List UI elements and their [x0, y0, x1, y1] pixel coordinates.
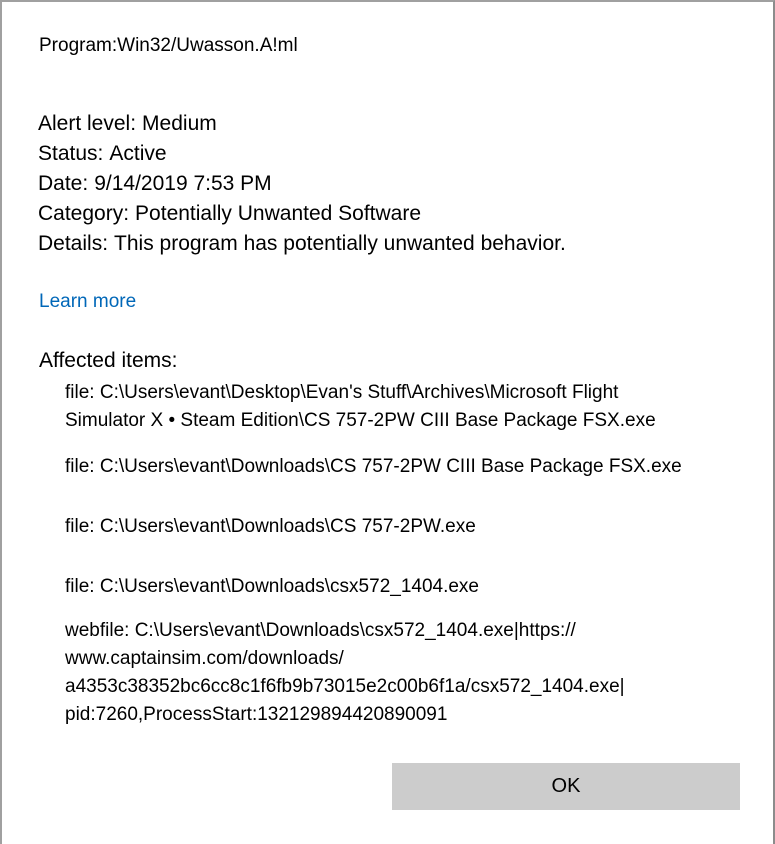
category-row — [38, 199, 566, 229]
affected-item: file: C:\Users\evant\Downloads\CS 757-2PW.exe — [65, 516, 476, 537]
category-value: Potentially Unwanted Software — [135, 202, 422, 225]
status-row — [38, 139, 566, 169]
details-value: This program has potentially unwanted behavior. — [114, 232, 566, 255]
alert-level-label: Alert level: — [38, 112, 137, 135]
status-label: Status: — [38, 142, 104, 165]
date-value: 9/14/2019 7:53 PM — [94, 172, 272, 195]
alert-level-value: Medium — [142, 112, 217, 135]
threat-properties — [38, 109, 566, 259]
status-value: Active — [109, 142, 167, 165]
date-label: Date: — [38, 172, 89, 195]
learn-more-link[interactable]: Learn more — [39, 291, 137, 312]
category-label: Category: — [38, 202, 130, 225]
affected-item-line: pid:7260,ProcessStart:132129894420890091 — [65, 704, 448, 725]
affected-item-line: www.captainsim.com/downloads/ — [65, 648, 344, 669]
affected-item — [65, 379, 656, 435]
affected-item-line: file: C:\Users\evant\Desktop\Evan's Stuff\Archives\Microsoft Flight — [65, 382, 619, 403]
details-row — [38, 229, 566, 259]
affected-item — [65, 617, 625, 729]
affected-item-line: a4353c38352bc6cc8c1f6fb9b73015e2c00b6f1a/csx572_1404.exe| — [65, 676, 625, 697]
affected-item-line: webfile: C:\Users\evant\Downloads\csx572_1404.exe|https:// — [65, 620, 576, 641]
affected-item-line: Simulator X • Steam Edition\CS 757-2PW CIII Base Package FSX.exe — [65, 410, 656, 431]
affected-item: file: C:\Users\evant\Downloads\CS 757-2PW CIII Base Package FSX.exe — [65, 456, 682, 477]
affected-items-title: Affected items: — [39, 349, 178, 372]
alert-level-row — [38, 109, 566, 139]
affected-item: file: C:\Users\evant\Downloads\csx572_1404.exe — [65, 576, 480, 597]
date-row — [38, 169, 566, 199]
ok-button[interactable]: OK — [392, 763, 740, 810]
threat-name: Program:Win32/Uwasson.A!ml — [39, 35, 298, 56]
details-label: Details: — [38, 232, 109, 255]
